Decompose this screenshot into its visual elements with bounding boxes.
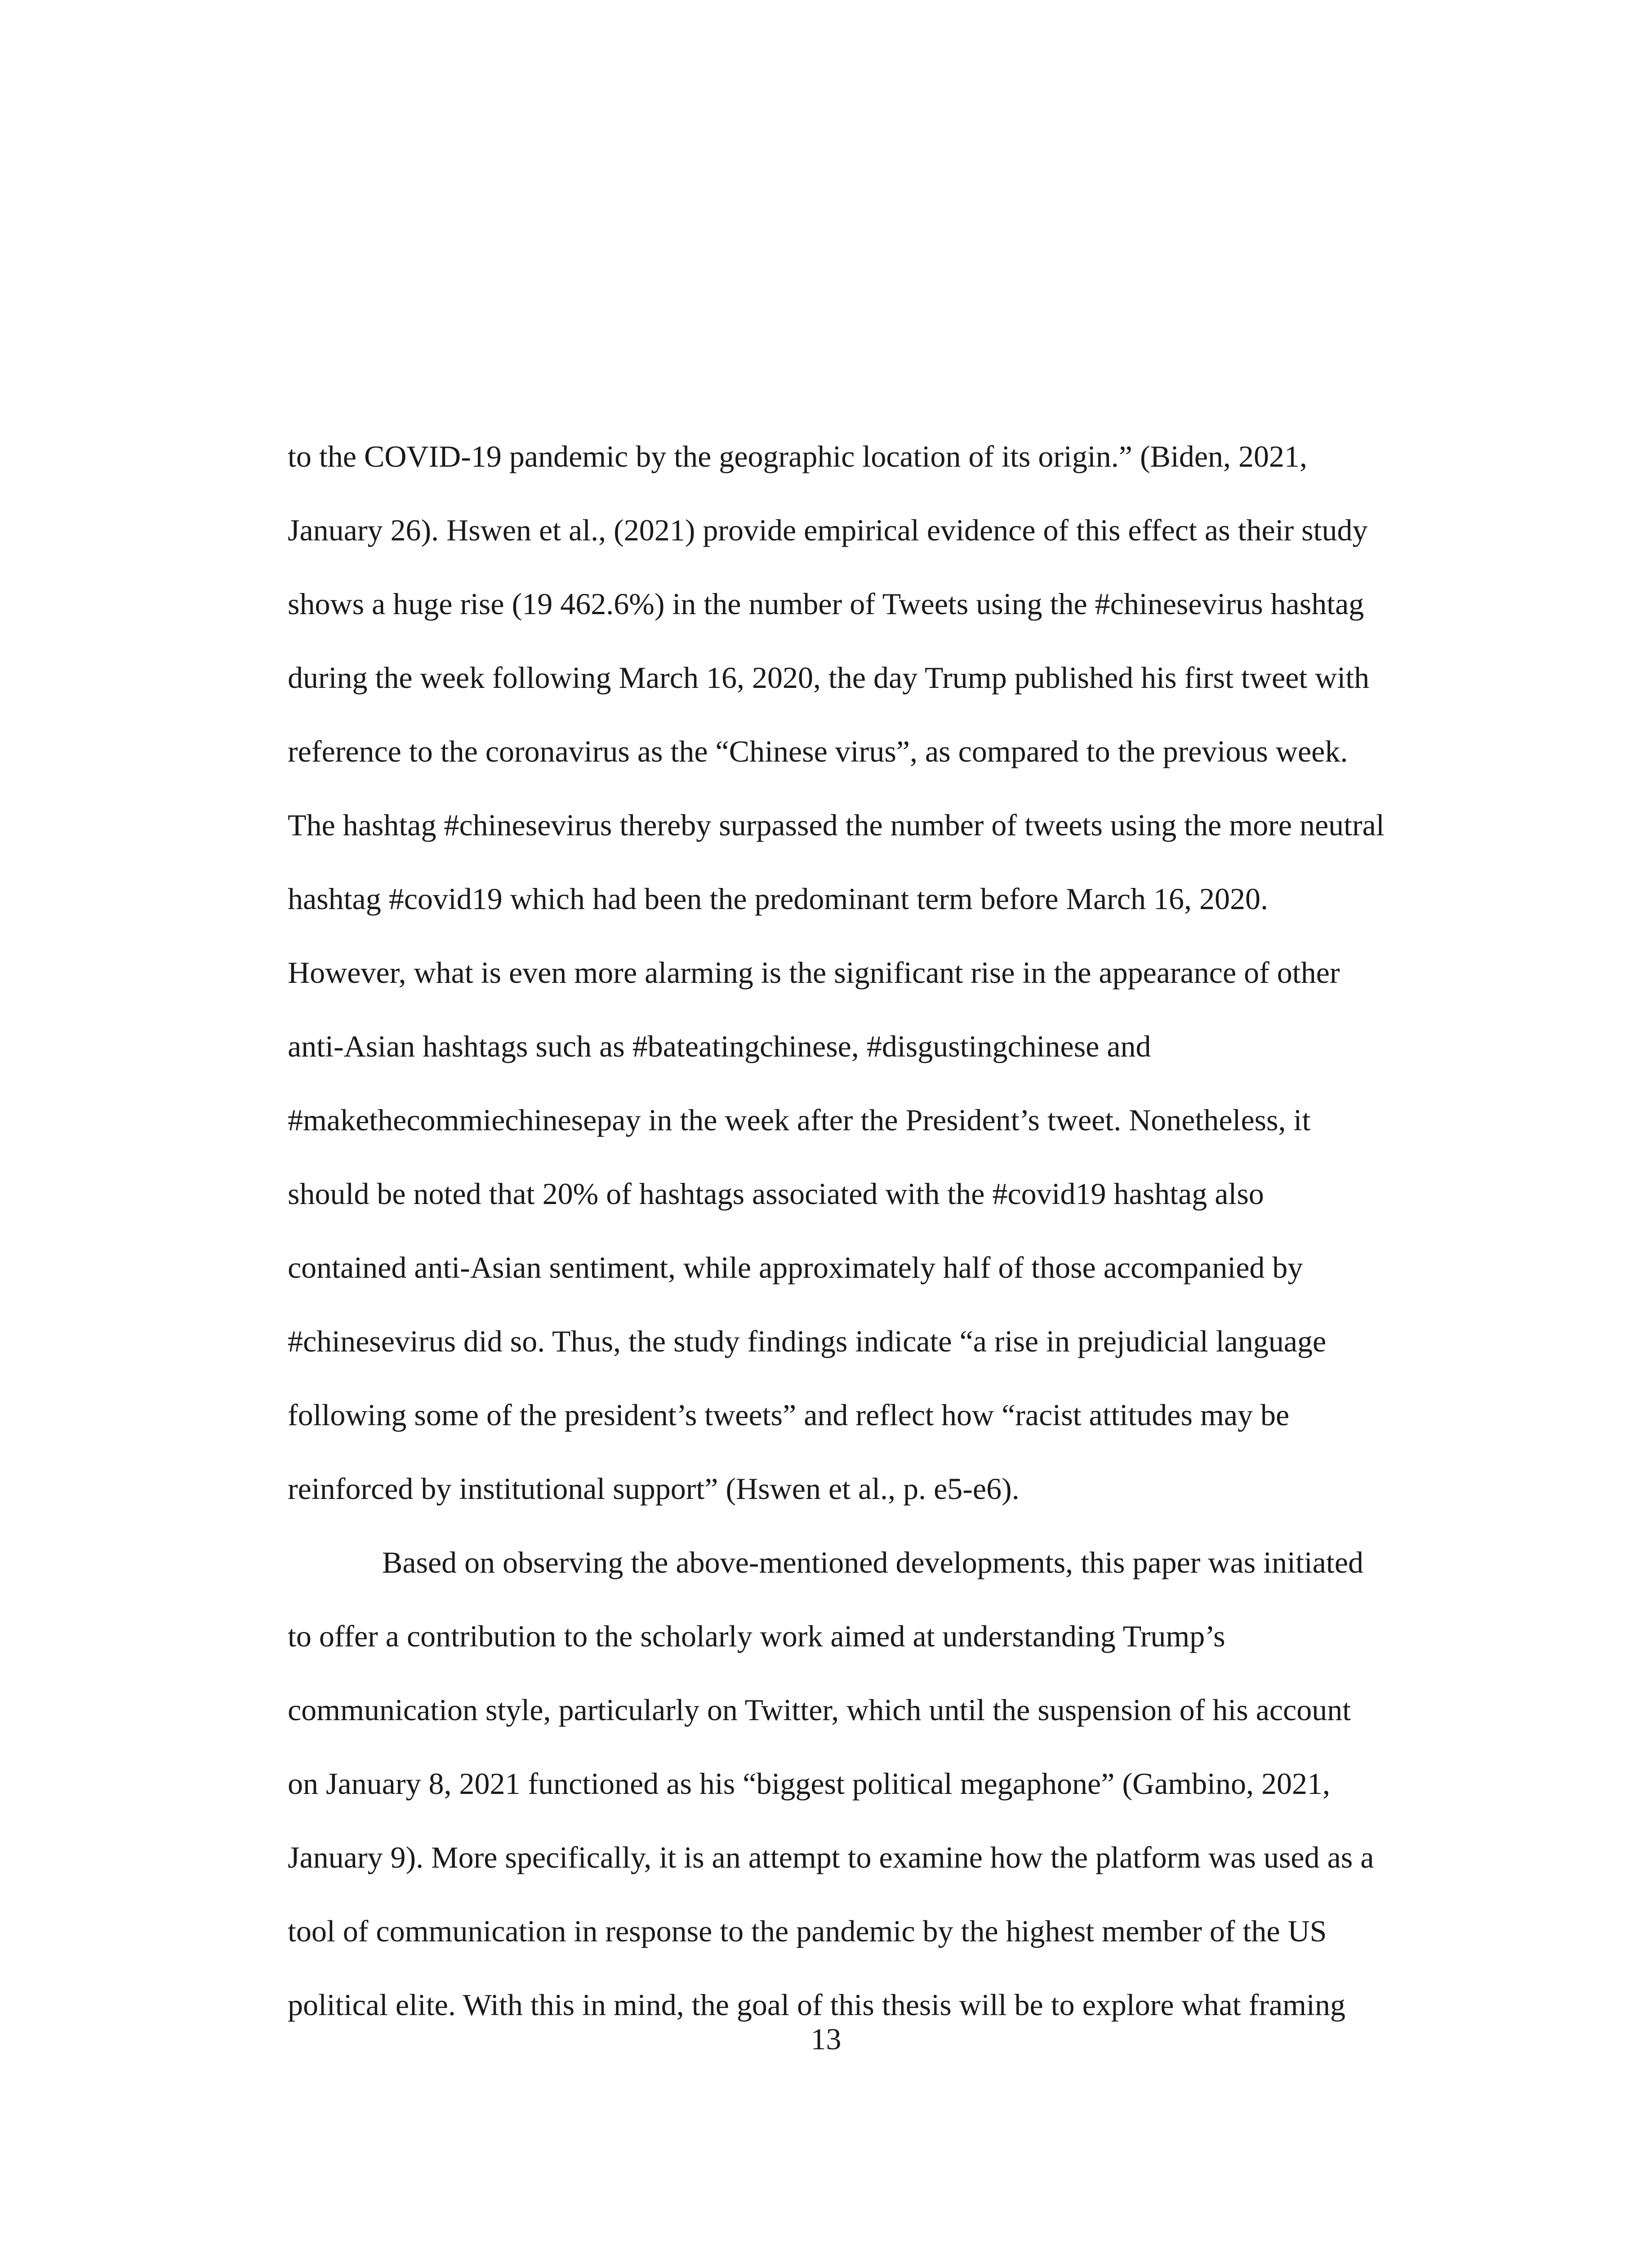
text-line: January 26). Hswen et al., (2021) provide empirical evidence of this effect as their study xyxy=(288,513,1368,547)
text-line: to offer a contribution to the scholarly work aimed at understanding Trump’s xyxy=(288,1619,1225,1653)
text-line: communication style, particularly on Twitter, which until the suspension of his account xyxy=(288,1693,1351,1727)
text-line: #makethecommiechinesepay in the week after the President’s tweet. Nonetheless, it xyxy=(288,1103,1311,1137)
text-line: January 9). More specifically, it is an attempt to examine how the platform was used as a xyxy=(288,1840,1374,1874)
text-line: The hashtag #chinesevirus thereby surpassed the number of tweets using the more neutral xyxy=(288,808,1385,842)
text-line: reference to the coronavirus as the “Chinese virus”, as compared to the previous week. xyxy=(288,734,1348,768)
text-line: However, what is even more alarming is the significant rise in the appearance of other xyxy=(288,955,1340,990)
text-line: to the COVID-19 pandemic by the geographic location of its origin.” (Biden, 2021, xyxy=(288,439,1308,473)
text-line: contained anti-Asian sentiment, while approximately half of those accompanied by xyxy=(288,1250,1303,1285)
text-line: on January 8, 2021 functioned as his “biggest political megaphone” (Gambino, 2021, xyxy=(288,1766,1331,1801)
text-line: anti-Asian hashtags such as #bateatingchinese, #disgustingchinese and xyxy=(288,1029,1151,1063)
text-line: hashtag #covid19 which had been the predominant term before March 16, 2020. xyxy=(288,882,1269,916)
text-line: following some of the president’s tweets” and reflect how “racist attitudes may be xyxy=(288,1398,1290,1432)
text-line: during the week following March 16, 2020, the day Trump published his first tweet with xyxy=(288,660,1370,695)
text-line-paragraph-start: Based on observing the above-mentioned developments, this paper was initiated xyxy=(382,1545,1364,1579)
text-line: should be noted that 20% of hashtags associated with the #covid19 hashtag also xyxy=(288,1177,1264,1211)
page-number: 13 xyxy=(810,2022,842,2056)
text-line: #chinesevirus did so. Thus, the study findings indicate “a rise in prejudicial language xyxy=(288,1324,1327,1358)
text-line: tool of communication in response to the pandemic by the highest member of the US xyxy=(288,1914,1327,1948)
text-line: shows a huge rise (19 462.6%) in the number of Tweets using the #chinesevirus hashtag xyxy=(288,587,1364,621)
text-line: political elite. With this in mind, the goal of this thesis will be to explore what framing xyxy=(288,1988,1345,2022)
text-line: reinforced by institutional support” (Hswen et al., p. e5-e6). xyxy=(288,1472,1020,1506)
